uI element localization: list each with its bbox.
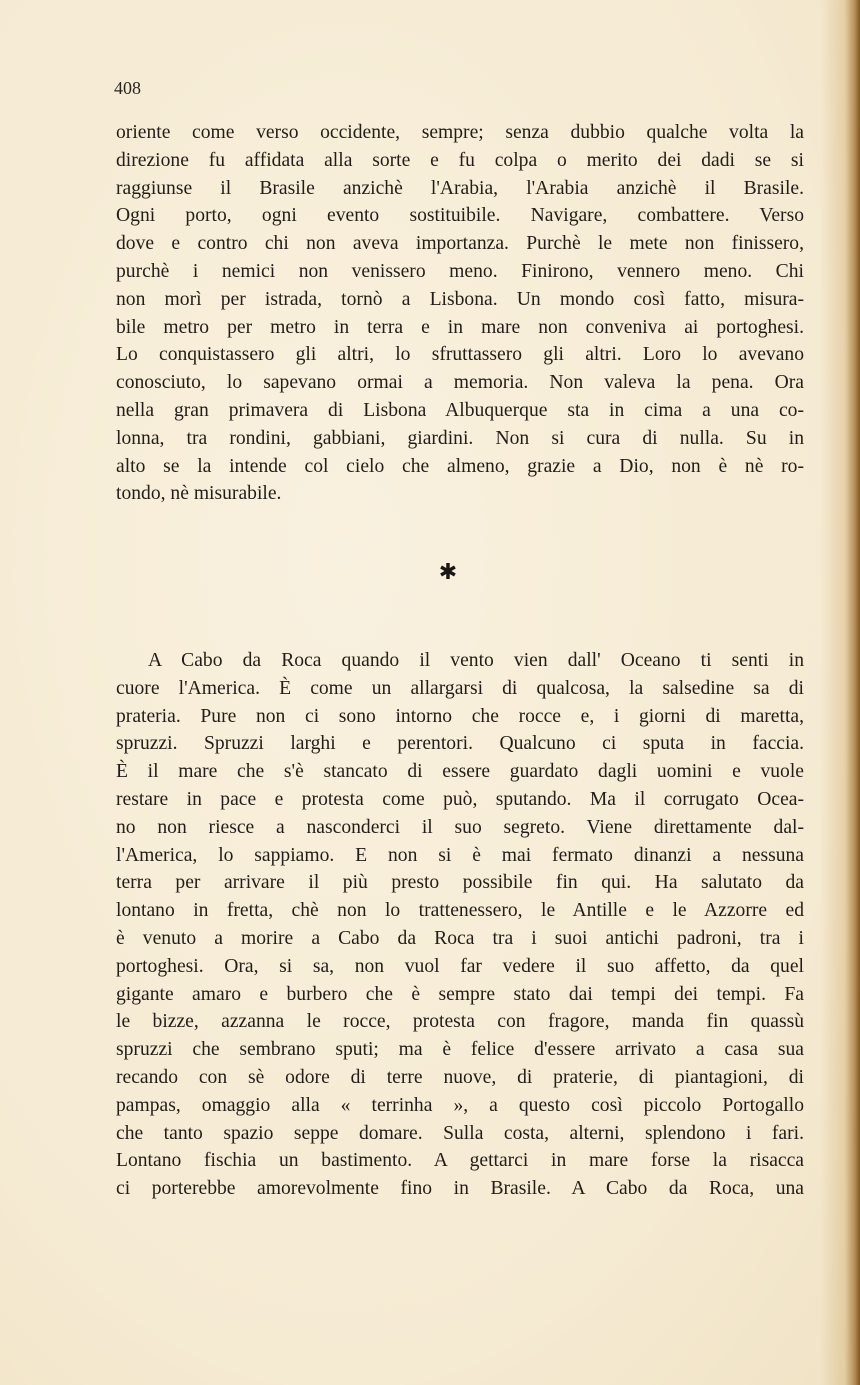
text-line: alto se la intende col cielo che almeno, grazie a Dio, non è nè ro-: [116, 455, 804, 477]
text-line: lonna, tra rondini, gabbiani, giardini. Non si cura di nulla. Su in: [116, 427, 804, 449]
text-line: Lontano fischia un bastimento. A gettarci in mare forse la risacca: [116, 1150, 804, 1172]
text-line: è venuto a morire a Cabo da Roca tra i suoi antichi padroni, tra i: [116, 927, 804, 949]
text-line: terra per arrivare il più presto possibile fin qui. Ha salutato da: [116, 872, 804, 894]
text-line: spruzzi che sembrano sputi; ma è felice d'essere arrivato a casa sua: [116, 1039, 804, 1061]
page-number: 408: [114, 78, 141, 98]
text-line: spruzzi. Spruzzi larghi e perentori. Qualcuno ci sputa in faccia.: [116, 733, 804, 755]
paragraph-1: [116, 119, 804, 508]
text-line: lontano in fretta, chè non lo trattenessero, le Antille e le Azzorre ed: [116, 900, 804, 922]
text-line: cuore l'America. È come un allargarsi di qualcosa, la salsedine sa di: [116, 677, 804, 699]
text-line: È il mare che s'è stancato di essere guardato dagli uomini e vuole: [116, 761, 804, 783]
text-line: che tanto spazio seppe domare. Sulla costa, alterni, splendono i fari.: [116, 1122, 804, 1144]
text-line: ci porterebbe amorevolmente fino in Brasile. A Cabo da Roca, una: [116, 1178, 804, 1200]
text-line: A Cabo da Roca quando il vento vien dall' Oceano ti senti in: [148, 650, 804, 671]
text-line: non morì per istrada, tornò a Lisbona. Un mondo così fatto, misura-: [116, 288, 804, 310]
text-line: portoghesi. Ora, si sa, non vuol far vedere il suo affetto, da quel: [116, 955, 804, 977]
text-line: gigante amaro e burbero che è sempre stato dai tempi dei tempi. Fa: [116, 983, 804, 1005]
text-line: purchè i nemici non venissero meno. Finirono, vennero meno. Chi: [116, 260, 804, 282]
text-line: tondo, nè misurabile.: [116, 483, 282, 505]
text-line: Ogni porto, ogni evento sostituibile. Navigare, combattere. Verso: [116, 205, 804, 227]
text-line: pampas, omaggio alla « terrinha », a questo così piccolo Portogallo: [116, 1094, 804, 1116]
text-line: le bizze, azzanna le rocce, protesta con fragore, manda fin quassù: [116, 1011, 804, 1033]
text-line: direzione fu affidata alla sorte e fu colpa o merito dei dadi se si: [116, 149, 804, 171]
text-line: conosciuto, lo sapevano ormai a memoria. Non valeva la pena. Ora: [116, 372, 804, 394]
text-line: oriente come verso occidente, sempre; senza dubbio qualche volta la: [116, 122, 804, 143]
text-line: recando con sè odore di terre nuove, di praterie, di piantagioni, di: [116, 1066, 804, 1088]
text-line: no non riesce a nasconderci il suo segreto. Viene direttamente dal-: [116, 816, 804, 838]
paragraph-2: [116, 647, 804, 1203]
section-separator-asterisk: ✱: [438, 560, 458, 585]
text-line: nella gran primavera di Lisbona Albuquerque sta in cima a una co-: [116, 399, 804, 421]
text-line: dove e contro chi non aveva importanza. Purchè le mete non finissero,: [116, 233, 804, 255]
text-line: l'America, lo sappiamo. E non si è mai fermato dinanzi a nessuna: [116, 844, 804, 866]
text-line: prateria. Pure non ci sono intorno che rocce e, i giorni di maretta,: [116, 705, 804, 727]
text-line: Lo conquistassero gli altri, lo sfruttassero gli altri. Loro lo avevano: [116, 344, 804, 366]
text-line: raggiunse il Brasile anzichè l'Arabia, l'Arabia anzichè il Brasile.: [116, 177, 804, 199]
text-line: bile metro per metro in terra e in mare non conveniva ai portoghesi.: [116, 316, 804, 338]
text-line: restare in pace e protesta come può, sputando. Ma il corrugato Ocea-: [116, 788, 804, 810]
